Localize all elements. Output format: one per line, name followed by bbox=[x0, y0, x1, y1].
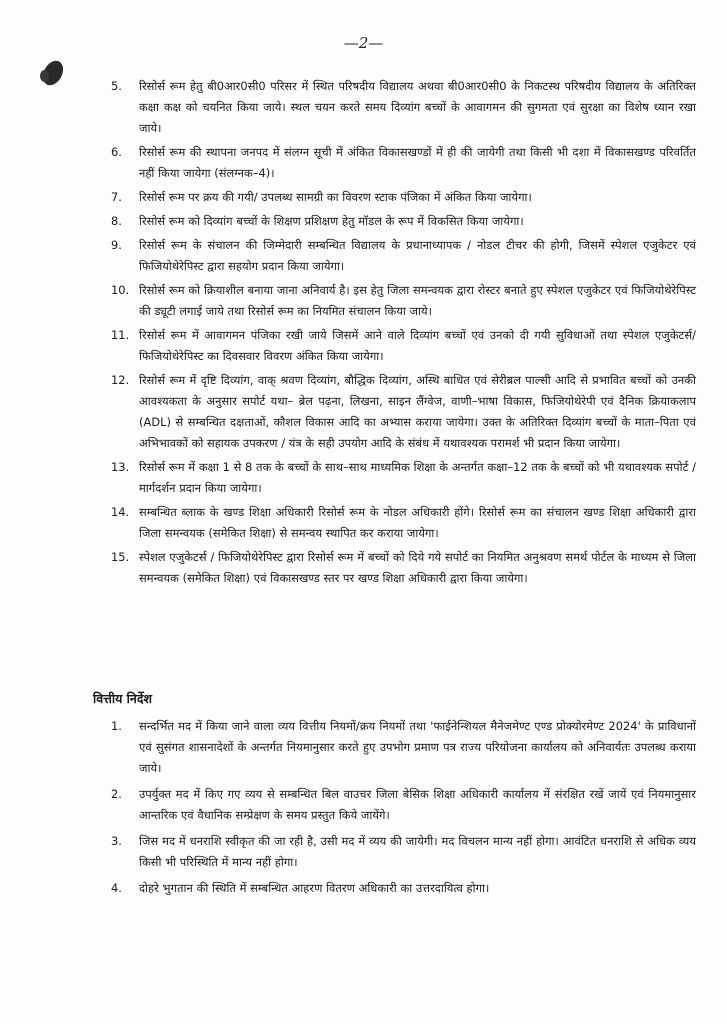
list-item bbox=[111, 211, 696, 232]
list-item bbox=[111, 142, 696, 184]
financial-heading: वित्तीय निर्देश bbox=[93, 691, 152, 706]
list-item bbox=[111, 878, 696, 899]
item-text: रिसोर्स रूम के संचालन की जिम्मेदारी सम्बन्धित विद्यालय के प्रधानाध्यापक / नोडल टीचर की होगी, जिसमें स्पेशल एजुकेटर एवं फिजियोथेरेपिस्ट द्वारा सहयोग प्रदान किया जायेगा। bbox=[139, 238, 696, 273]
list-item bbox=[111, 831, 696, 873]
item-number: 10. bbox=[111, 283, 130, 297]
item-text: जिस मद में धनराशि स्वीकृत की जा रही है, उसी मद में व्यय की जायेगी। मद विचलन मान्य नहीं होगा। आवंटित धनराशि से अधिक व्यय किसी भी परिस्थिति में मान्य नहीं होगा। bbox=[139, 834, 696, 869]
ink-blot bbox=[40, 70, 49, 82]
item-number: 4. bbox=[111, 881, 122, 895]
list-item bbox=[111, 784, 696, 826]
list-item bbox=[111, 457, 696, 499]
item-text: सम्बन्धित ब्लाक के खण्ड शिक्षा अधिकारी रिसोर्स रूम के नोडल अधिकारी होंगे। रिसोर्स रूम का संचालन खण्ड शिक्षा अधिकारी द्वारा जिला समन्वयक (समेकित शिक्षा) से समन्वय स्थापित कर कराया जायेगा। bbox=[139, 505, 696, 540]
item-text: दोहरे भुगतान की स्थिति में सम्बन्धित आहरण वितरण अधिकारी का उत्तरदायित्व होगा। bbox=[139, 881, 490, 895]
item-text: रिसोर्स रूम में कक्षा 1 से 8 तक के बच्चों के साथ–साथ माध्यमिक शिक्षा के अन्तर्गत कक्षा–12 तक के बच्चों को भी यथावश्यक सपोर्ट / मार्गदर्शन प्रदान किया जायेगा। bbox=[139, 460, 696, 495]
financial-list bbox=[111, 716, 696, 904]
item-number: 9. bbox=[111, 238, 122, 252]
item-number: 1. bbox=[111, 719, 122, 733]
item-number: 3. bbox=[111, 834, 122, 848]
item-text: स्पेशल एजुकेटर्स / फिजियोथेरेपिस्ट द्वारा रिसोर्स रूम में बच्चों को दिये गये सपोर्ट का नियमित अनुश्रवण समर्थ पोर्टल के माध्यम से जिला समन्वयक (समेकित शिक्षा) एवं विकासखण्ड स्तर पर खण्ड शिक्षा अधिकारी द्वारा किया जायेगा। bbox=[139, 550, 696, 585]
item-number: 5. bbox=[111, 79, 122, 93]
list-item bbox=[111, 716, 696, 779]
item-text: रिसोर्स रूम को क्रियाशील बनाया जाना अनिवार्य है। इस हेतु जिला समन्वयक द्वारा रोस्टर बनाते हुए स्पेशल एजुकेटर एवं फिजियोथेरेपिस्ट की ड्यूटी लगाई जाये तथा रिसोर्स रूम का नियमित संचालन किया जाये। bbox=[139, 283, 696, 318]
list-item bbox=[111, 502, 696, 544]
item-text: रिसोर्स रूम की स्थापना जनपद में संलग्न सूची में अंकित विकासखण्डों में ही की जायेगी तथा किसी भी दशा में विकासखण्ड परिवर्तित नहीं किया जायेगा (संलग्नक–4)। bbox=[139, 145, 696, 180]
item-number: 7. bbox=[111, 190, 122, 204]
item-text: रिसोर्स रूम में आवागमन पंजिका रखी जाये जिसमें आने वाले दिव्यांग बच्चों एवं उनको दी गयी सुविधाओं तथा स्पेशल एजुकेटर्स/फिजियोथेरेपिस्ट का दिवसवार विवरण अंकित किया जायेगा। bbox=[139, 328, 696, 363]
item-number: 12. bbox=[111, 373, 130, 387]
item-text: रिसोर्स रूम को दिव्यांग बच्चों के शिक्षण प्रशिक्षण हेतु मॉडल के रूप में विकसित किया जायेगा। bbox=[139, 214, 524, 228]
list-item bbox=[111, 370, 696, 454]
item-number: 14. bbox=[111, 505, 130, 519]
item-text: रिसोर्स रूम हेतु बी0आर0सी0 परिसर में स्थित परिषदीय विद्यालय अथवा बी0आर0सी0 के निकटस्थ परिषदीय विद्यालय के अतिरिक्त कक्षा कक्ष को चयनित किया जाये। स्थल चयन करते समय दिव्यांग बच्चों के आवागमन की सुगमता एवं सुरक्षा का विशेष ध्यान रखा जाये। bbox=[139, 79, 696, 135]
item-number: 8. bbox=[111, 214, 122, 228]
item-number: 11. bbox=[111, 328, 130, 342]
item-text: सन्दर्भित मद में किया जाने वाला व्यय वित्तीय नियमों/क्रय नियमों तथा 'फाईनेन्शियल मैनेजमेण्ट एण्ड प्रोक्योरमेण्ट 2024' के प्राविधानों एवं सुसंगत शासनादेशों के अन्तर्गत नियमानुसार करते हुए उपभोग प्रमाण पत्र राज्य परियोजना कार्यालय को अनिवार्यतः उपलब्ध कराया जाये। bbox=[139, 719, 696, 775]
list-item bbox=[111, 547, 696, 589]
list-item bbox=[111, 187, 696, 208]
item-number: 15. bbox=[111, 550, 130, 564]
item-number: 2. bbox=[111, 787, 122, 801]
instructions-list bbox=[111, 76, 696, 592]
item-number: 6. bbox=[111, 145, 122, 159]
list-item bbox=[111, 76, 696, 139]
item-text: उपर्युक्त मद में किए गए व्यय से सम्बन्धित बिल वाउचर जिला बेसिक शिक्षा अधिकारी कार्यालय में संरक्षित रखें जायें एवं नियमानुसार आन्तरिक एवं वैधानिक सम्प्रेक्षण के समय प्रस्तुत किये जायेंगे। bbox=[139, 787, 696, 822]
list-item bbox=[111, 325, 696, 367]
item-number: 13. bbox=[111, 460, 130, 474]
list-item bbox=[111, 280, 696, 322]
item-text: रिसोर्स रूम पर क्रय की गयी/ उपलब्ध सामग्री का विवरण स्टाक पंजिका में अंकित किया जायेगा। bbox=[139, 190, 532, 204]
page-number: —2— bbox=[343, 34, 384, 52]
item-text: रिसोर्स रूम में दृष्टि दिव्यांग, वाक् श्रवण दिव्यांग, बौद्धिक दिव्यांग, अस्थि बाधित एवं सेरीब्रल पाल्सी आदि से प्रभावित बच्चों को उनकी आवश्यकता के अनुसार सपोर्ट यथा– ब्रेल पढ़ना, लिखना, साइन लैंग्वेज, वाणी–भाषा विकास, फिजियोथेरेपी एवं दैनिक क्रियाकलाप (ADL) से सम्बन्धित दक्षताओं, कौशल विकास आदि का अभ्यास कराया जायेगा। उक्त के अतिरिक्त दिव्यांग बच्चों के माता–पिता एवं अभिभावकों को सहायक उपकरण / यंत्र के सही उपयोग आदि के संबंध में यथावश्यक परामर्श भी प्रदान किया जायेगा। bbox=[139, 373, 696, 450]
list-item bbox=[111, 235, 696, 277]
